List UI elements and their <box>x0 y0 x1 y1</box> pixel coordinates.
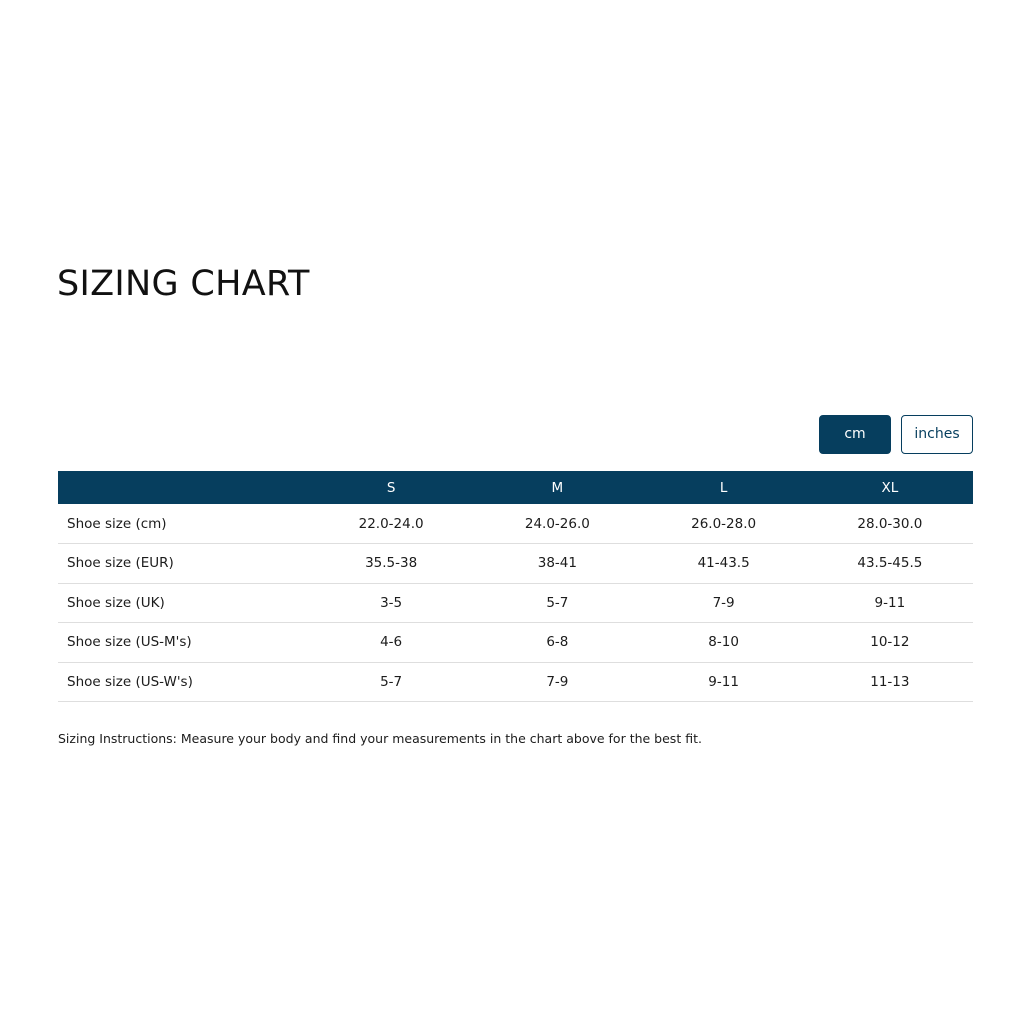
inches-unit-button[interactable]: inches <box>901 415 973 454</box>
table-cell: 9-11 <box>708 673 739 690</box>
row-label: Shoe size (EUR) <box>67 555 174 572</box>
table-cell: 43.5-45.5 <box>857 555 923 572</box>
sizing-table <box>58 471 973 702</box>
table-row <box>58 662 973 702</box>
table-cell: 7-9 <box>712 594 735 611</box>
cm-unit-button[interactable]: cm <box>819 415 891 454</box>
table-cell: 35.5-38 <box>365 555 418 572</box>
table-cell: 7-9 <box>546 673 569 690</box>
row-label: Shoe size (US-M's) <box>67 634 192 651</box>
table-row <box>58 583 973 623</box>
table-cell: 26.0-28.0 <box>691 515 757 532</box>
row-label: Shoe size (cm) <box>67 515 167 532</box>
table-row <box>58 544 973 584</box>
size-header-xl: XL <box>881 479 899 496</box>
table-header-row <box>58 471 973 504</box>
corner-header-cell <box>58 471 308 504</box>
table-cell: 41-43.5 <box>697 555 750 572</box>
table-cell: 11-13 <box>870 673 910 690</box>
table-cell: 4-6 <box>380 634 403 651</box>
table-cell: 38-41 <box>537 555 577 572</box>
table-cell: 24.0-26.0 <box>524 515 590 532</box>
table-cell: 3-5 <box>380 594 403 611</box>
table-cell: 8-10 <box>708 634 739 651</box>
table-row <box>58 623 973 663</box>
row-label: Shoe size (UK) <box>67 594 165 611</box>
unit-toggle <box>819 415 973 454</box>
size-header-l: L <box>719 479 728 496</box>
table-cell: 5-7 <box>546 594 569 611</box>
table-cell: 28.0-30.0 <box>857 515 923 532</box>
table-cell: 22.0-24.0 <box>358 515 424 532</box>
page-title: SIZING CHART <box>57 264 310 304</box>
table-row <box>58 504 973 544</box>
size-header-m: M <box>551 479 564 496</box>
row-label: Shoe size (US-W's) <box>67 673 193 690</box>
table-cell: 6-8 <box>546 634 569 651</box>
table-cell: 9-11 <box>874 594 906 611</box>
table-cell: 10-12 <box>870 634 910 651</box>
size-header-s: S <box>386 479 396 496</box>
sizing-instructions: Sizing Instructions: Measure your body and find your measurements in the chart above for the best fit. <box>58 731 702 746</box>
table-cell: 5-7 <box>380 673 403 690</box>
